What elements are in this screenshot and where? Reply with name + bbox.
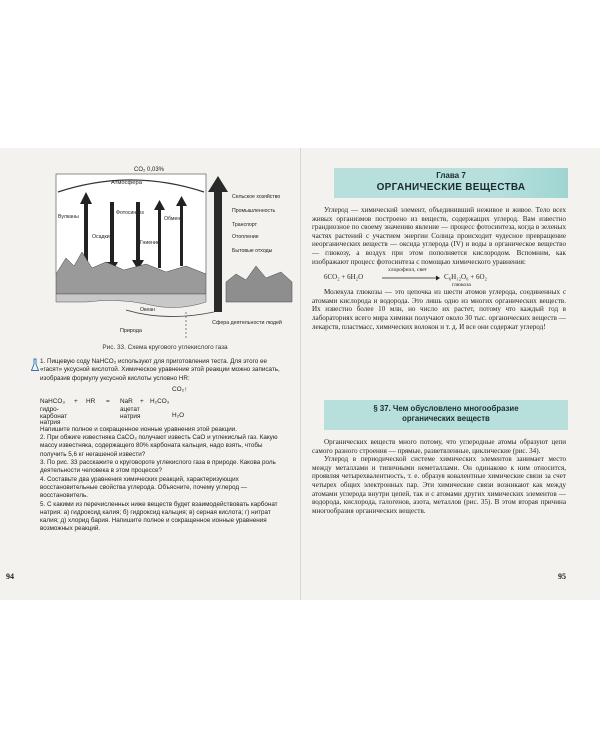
eq-co2: CO₂↑	[172, 385, 188, 393]
carbon-cycle-diagram	[36, 162, 294, 344]
chapter-title: ОРГАНИЧЕСКИЕ ВЕЩЕСТВА	[376, 182, 526, 193]
decay-label: Гниение	[140, 240, 160, 246]
paragraph-1: Углерод — химический элемент, объединивший неживое и живое. Тело всех живых организмов построено из веществ, содержащих углерод. Вам известно грандиозное по своему значению явление — процесс фотосинтеза, когда в зеленых частях растений с участием энергии Солнца происходит чудесное превращение неорганических веществ — оксида углерода (IV) и воды в органическое вещество — глюкозу, а воздух при этом пополняется кислородом. Вспомним, как изображают процесс фотосинтеза с помощью химического уравнения:	[312, 206, 566, 266]
task-2: 2. При обжиге известняка CaCO₃ получают известь CaO и углекислый газ. Какую массу известняка, содержащего 80% карбоната кальция, надо взять, чтобы получить 5,6 кг негашеной извести?	[40, 434, 278, 458]
sediment-arrow	[110, 202, 114, 264]
flask-icon	[31, 358, 39, 372]
section-title-line-1: § 37. Чем обусловлено многообразие	[373, 404, 519, 413]
soda-equation	[40, 386, 290, 424]
eq-label-acetate: ацетат	[120, 405, 140, 413]
photo-eq-right: C₆H₁₂O₆ + 6O₂	[444, 273, 487, 282]
photo-eq-left: 6CO₂ + 6H₂O	[324, 273, 364, 282]
volcanoes-label: Вулканы	[58, 214, 79, 220]
section-title	[324, 404, 568, 424]
figure-caption: Рис. 33. Схема кругового углекислого газа	[102, 344, 228, 351]
exchange-label: Обмен	[164, 216, 181, 222]
nature-label: Природа	[120, 328, 142, 334]
eq-product2: H₂CO₃	[150, 397, 170, 405]
co2-label: CO₂ 0,03%	[134, 167, 165, 173]
eq-label-sodium: натрия	[40, 418, 61, 426]
activity-waste: Бытовые отходы	[232, 248, 273, 254]
tasks-block	[40, 358, 290, 534]
eq-plus1: +	[74, 397, 78, 405]
section-text	[312, 438, 566, 515]
human-sphere-label: Сфера деятельности людей	[212, 320, 282, 326]
photosynthesis-equation	[312, 266, 566, 288]
atmosphere-label: Атмосфера	[111, 180, 142, 186]
eq-label-sodium2: натрия	[120, 412, 141, 420]
task-1-rest: Напишите полное и сокращенное ионные уравнения этой реакции.	[40, 425, 237, 433]
activity-industry: Промышленность	[232, 208, 276, 214]
industry-silhouette	[226, 266, 292, 302]
left-page	[6, 148, 296, 600]
activity-agriculture: Сельское хозяйство	[232, 194, 281, 200]
task-1-intro: 1. Пищевую соду NaHCO₃ используют для приготовления теста. Для этого ее «гасят» уксусной кислотой. Химическое уравнение этой реакции можно записать, изобразив формулу уксусной кислоты условно HR:	[40, 358, 280, 382]
chapter-banner	[334, 168, 568, 198]
eq-plus2: +	[140, 397, 144, 405]
eq-label-carbonate: карбонат	[40, 412, 68, 420]
ocean-shape	[56, 294, 206, 308]
photo-eq-condition: хлорофилл, свет	[388, 267, 427, 274]
photo-eq-arrow	[382, 275, 440, 281]
paragraph-4: Углерод в периодической системе химических элементов занимает место между металлами и типичными неметаллами. Он одинаково к ним относится, проявляя четырехвалентность, т. е. образуя ковалентные химические связи за счет четырех общих электронных пар. Эти химические связи возникают как между атомами углерода внутри цепей, так и с атомами других химических элементов — водорода, кислорода, галогенов, азота, металлов (рис. 35). В этом вторая причина многообразия органических веществ.	[312, 455, 566, 515]
sediments-label: Осадки	[92, 234, 110, 240]
activity-transport: Транспорт	[232, 222, 257, 228]
eq-reactant1: NaHCO₃	[40, 397, 65, 405]
human-arrow	[208, 176, 228, 312]
book-gutter	[300, 148, 301, 600]
paragraph-3: Органических веществ много потому, что углеродные атомы образуют цепи самого разного строения — прямые, разветвленные, циклические (рис. 34).	[312, 438, 566, 455]
chapter-number: Глава 7	[436, 171, 466, 180]
decay-arrow	[158, 208, 161, 268]
eq-product1: NaR	[120, 397, 133, 405]
paragraph-2: Молекула глюкозы — это цепочка из шести атомов углерода, соединенных с атомами кислорода и водорода. Это лишь одно из многих органических веществ. Их известно более 10 млн, но число их растет, потому что каждый год в лабораториях всего мира химики получают около 30 тыс. органических веществ — лекарств, пластмасс, химических волокон и т. д. И все они содержат углерод!	[312, 288, 566, 331]
task-5: 5. С какими из перечисленных ниже веществ будет взаимодействовать карбонат натрия: а) гидроксид калия; б) гидроксид кальция; в) серная кислота; г) нитрат калия; д) хлорид бария. Напишите полное и сокращенное ионные уравнения возможных реакций.	[40, 500, 278, 533]
page-number-right: 95	[558, 572, 566, 581]
ocean-label: Океан	[140, 307, 155, 313]
exchange-arrow	[180, 204, 183, 266]
eq-arrow: =	[106, 397, 110, 405]
task-3: 3. По рис. 33 расскажите о круговороте углекислого газа в природе. Какова роль деятельности человека в этом процессе?	[40, 459, 276, 475]
right-page	[304, 148, 566, 600]
task-4: 4. Составьте два уравнения химических реакций, характеризующих восстановительные свойства углерода. Объясните, почему углерод — восстановитель.	[40, 475, 248, 500]
eq-reactant2: HR	[86, 397, 96, 405]
section-banner	[324, 400, 568, 430]
page-number-left: 94	[6, 572, 14, 581]
eq-label-hydro: гидро-	[40, 405, 59, 413]
section-title-line-2: органических веществ	[402, 414, 490, 423]
intro-text	[312, 206, 566, 331]
activity-heating: Отопление	[232, 234, 259, 240]
photosynthesis-label: Фотосинтез	[116, 210, 144, 216]
eq-h2o: H₂O	[172, 411, 185, 419]
photo-eq-glucose: глюкоза	[452, 282, 471, 289]
